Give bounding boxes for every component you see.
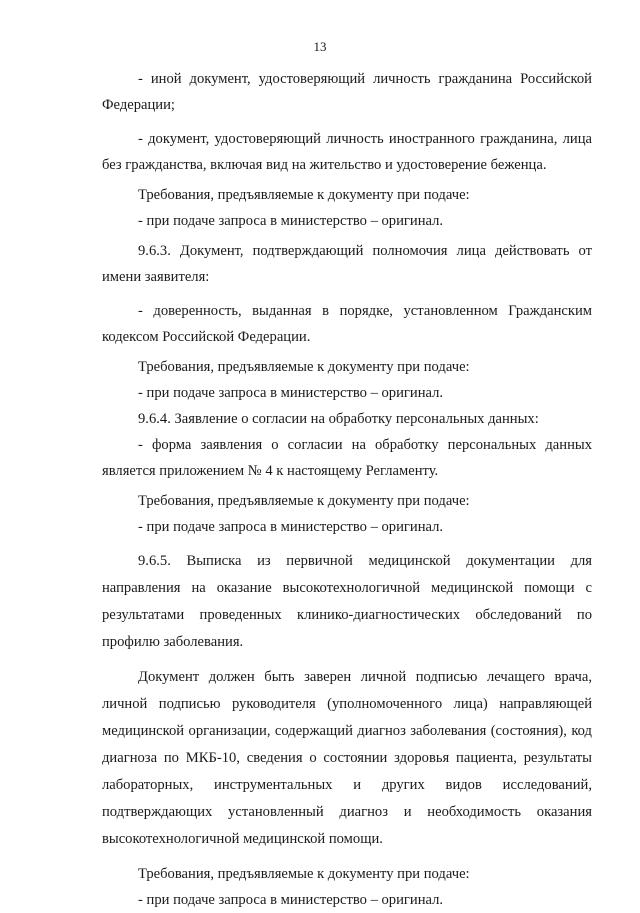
paragraph-certification: Документ должен быть заверен личной подписью лечащего врача, личной подписью руководителя (уполномоченного лица) направляющей медицинской организации, содержащий диагноз заболевания (состояния), код диагноза по МКБ-10, сведения о состоянии здоровья пациента, результаты лабораторных, инструментальных и других видов исследований, подтверждающих установленный диагноз и необходимость оказания высокотехнологичной медицинской помощи. xyxy=(102,669,592,847)
paragraph-original: - при подаче запроса в министерство – оригинал. xyxy=(138,892,444,908)
paragraph-other-id-document: - иной документ, удостоверяющий личность гражданина Российской Федерации; xyxy=(102,71,592,113)
paragraph-requirements: Требования, предъявляемые к документу при подаче: xyxy=(138,359,470,375)
document-body xyxy=(102,66,592,913)
paragraph-foreign-id-document: - документ, удостоверяющий личность иностранного гражданина, лица без гражданства, включая вид на жительство и удостоверение беженца. xyxy=(102,131,592,173)
paragraph-original: - при подаче запроса в министерство – оригинал. xyxy=(138,519,444,535)
paragraph-power-of-attorney: - доверенность, выданная в порядке, установленном Гражданским кодексом Российской Федерации. xyxy=(102,303,592,345)
paragraph-original: - при подаче запроса в министерство – оригинал. xyxy=(138,385,444,401)
paragraph-9-6-5: 9.6.5. Выписка из первичной медицинской документации для направления на оказание высокотехнологичной медицинской помощи с результатами проведенных клинико-диагностических обследований по профилю заболевания. xyxy=(102,553,592,650)
paragraph-consent-form: - форма заявления о согласии на обработку персональных данных является приложением № 4 к настоящему Регламенту. xyxy=(102,437,592,479)
paragraph-9-6-3: 9.6.3. Документ, подтверждающий полномочия лица действовать от имени заявителя: xyxy=(102,243,592,285)
paragraph-requirements: Требования, предъявляемые к документу при подаче: xyxy=(138,866,470,882)
page-number: 13 xyxy=(313,39,327,54)
paragraph-original: - при подаче запроса в министерство – оригинал. xyxy=(138,213,444,229)
paragraph-requirements: Требования, предъявляемые к документу при подаче: xyxy=(138,187,470,203)
paragraph-9-6-4: 9.6.4. Заявление о согласии на обработку персональных данных: xyxy=(138,411,539,427)
paragraph-requirements: Требования, предъявляемые к документу при подаче: xyxy=(138,493,470,509)
